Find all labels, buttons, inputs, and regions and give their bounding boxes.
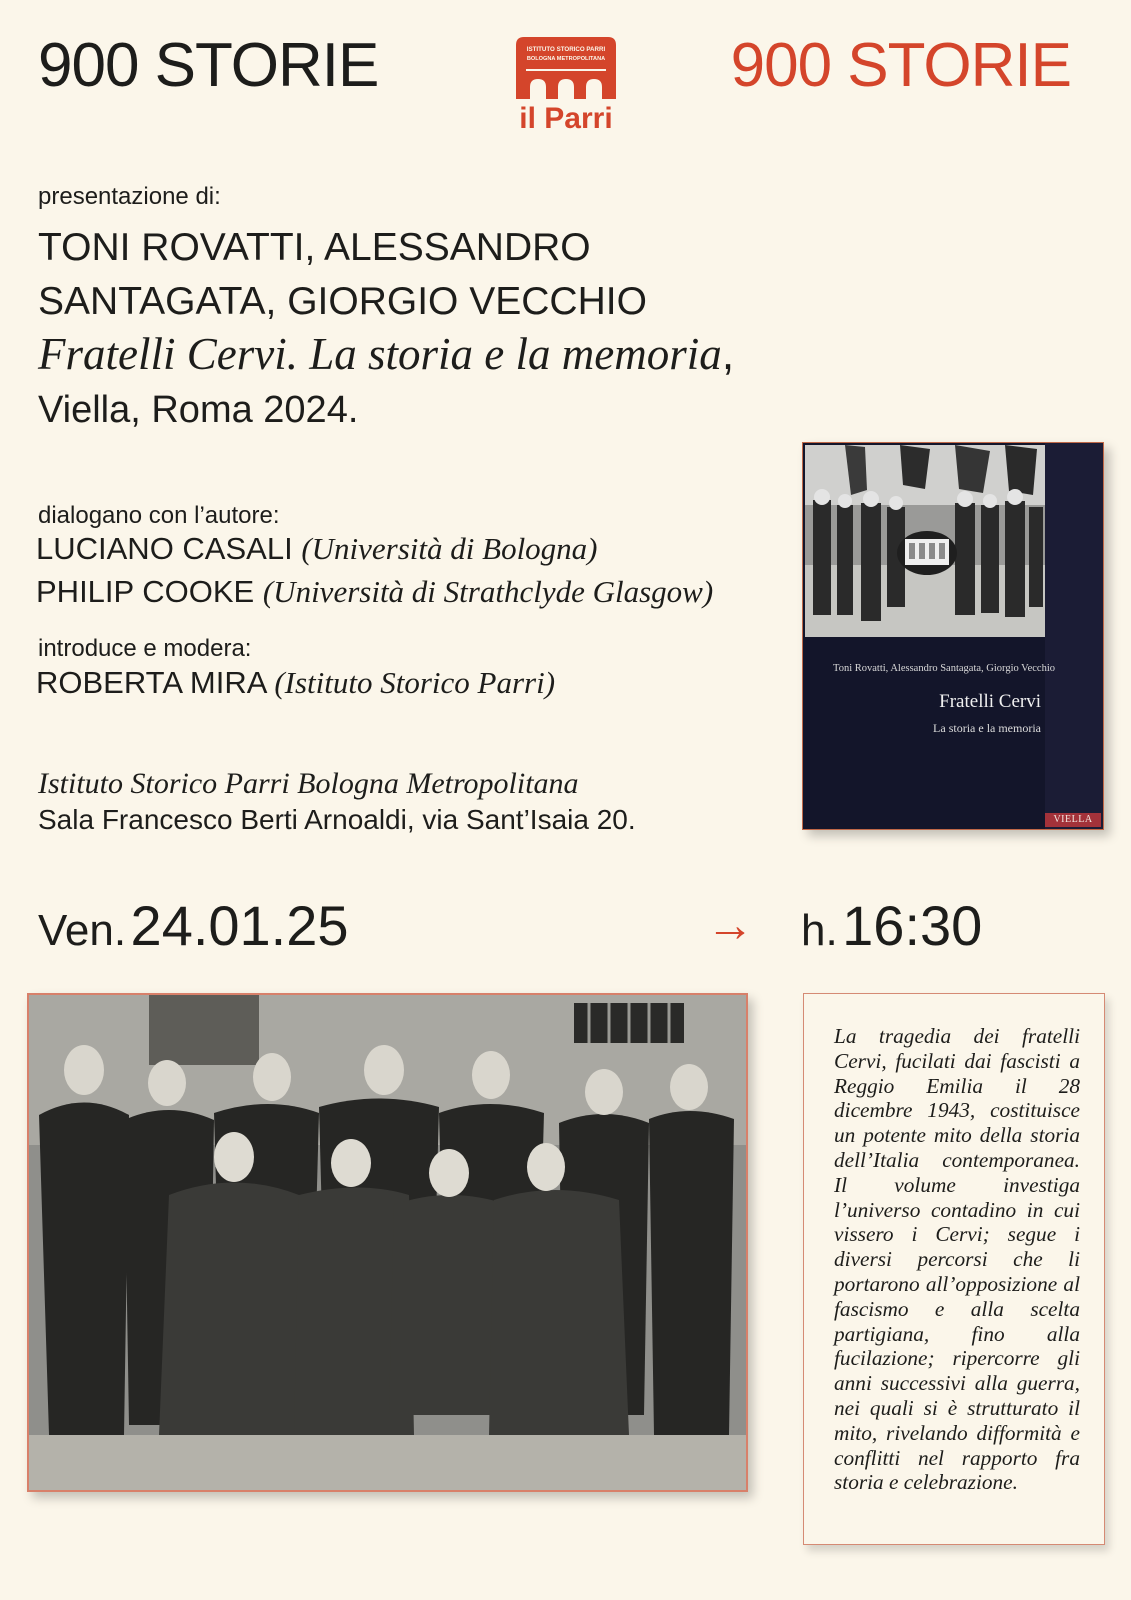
presentation-label: presentazione di: xyxy=(38,183,221,210)
event-time: h. 16:30 xyxy=(801,894,983,957)
book-publisher: Viella, Roma 2024. xyxy=(38,389,359,431)
cervi-family-photo xyxy=(27,993,748,1492)
book-title: Fratelli Cervi. La storia e la memoria, xyxy=(38,328,735,379)
moderator: ROBERTA MIRA (Istituto Storico Parri) xyxy=(36,665,556,700)
speaker-1: LUCIANO CASALI (Università di Bologna) xyxy=(36,531,598,566)
book-authors-line2: SANTAGATA, GIORGIO VECCHIO xyxy=(38,280,647,323)
speaker-2: PHILIP COOKE (Università di Strathclyde Glasgow) xyxy=(36,574,714,609)
event-date: Ven. 24.01.25 xyxy=(38,894,349,957)
series-title-right: 900 STORIE xyxy=(730,31,1071,100)
arrow-icon: → xyxy=(706,899,754,952)
venue-address: Sala Francesco Berti Arnoaldi, via Sant’Isaia 20. xyxy=(38,804,636,835)
cover-publisher: VIELLA xyxy=(1045,813,1101,827)
cover-photo xyxy=(805,445,1045,637)
book-authors-line1: TONI ROVATTI, ALESSANDRO xyxy=(38,226,591,269)
cover-subtitle: La storia e la memoria xyxy=(933,721,1041,735)
book-description: La tragedia dei fratelli Cervi, fucilati dai fascisti a Reggio Emilia il 28 dicembre 1943, costituisce un potente mito della storia dell’Italia contemporanea. Il volume investiga l’universo contadino in cui vissero i Cervi; segue i diversi percorsi che li portarono all’opposizione al fascismo e alla scelta partigiana, fino alla fucilazione; ripercorre gli anni successivi alla guerra, nei quali si è strutturato il mito, rivelando difformità e conflitti nel rapporto fra storia e celebrazione. xyxy=(834,1024,1080,1495)
book-description-box xyxy=(803,993,1105,1545)
svg-text:BOLOGNA METROPOLITANA: BOLOGNA METROPOLITANA xyxy=(526,56,606,62)
series-title-left: 900 STORIE xyxy=(38,31,379,100)
cover-band xyxy=(1045,443,1103,829)
svg-text:ISTITUTO STORICO PARRI: ISTITUTO STORICO PARRI xyxy=(526,46,606,53)
dialog-label: dialogano con l’autore: xyxy=(38,502,280,529)
venue-institute: Istituto Storico Parri Bologna Metropolitana xyxy=(38,767,579,800)
svg-text:il Parri: il Parri xyxy=(519,102,613,135)
moderator-label: introduce e modera: xyxy=(38,635,252,662)
cover-title: Fratelli Cervi xyxy=(939,691,1041,712)
parri-logo xyxy=(512,35,620,135)
cover-authors: Toni Rovatti, Alessandro Santagata, Giorgio Vecchio xyxy=(833,663,1055,674)
book-cover xyxy=(802,442,1104,830)
